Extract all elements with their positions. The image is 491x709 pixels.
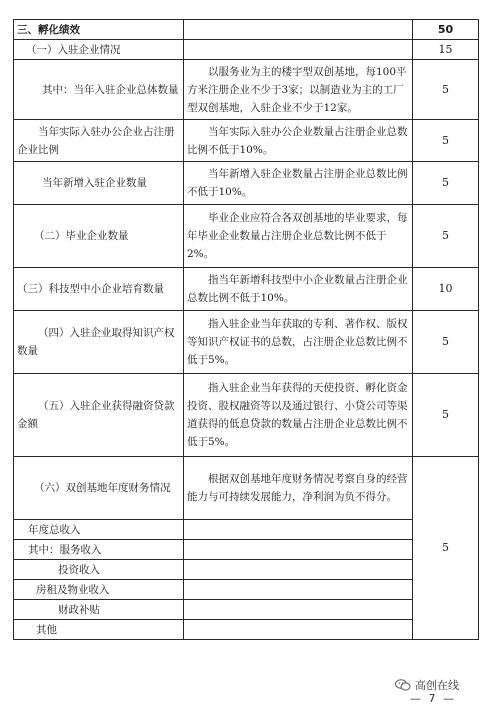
- finance-value: [184, 540, 413, 560]
- row-score: 15: [413, 40, 479, 60]
- row-score: 5: [413, 374, 479, 457]
- row-desc: 指入驻企业当年获得的天使投资、孵化资金投资、股权融资等以及通过银行、小贷公司等渠道获得的低息贷款的数量占注册企业总数比例不低于5%。: [184, 374, 413, 457]
- finance-row: [14, 520, 479, 540]
- row-name: （一）入驻企业情况: [14, 40, 184, 60]
- row-desc: [184, 40, 413, 60]
- row-desc: 根据双创基地年度财务情况考察自身的经营能力与可持续发展能力，净利润为负不得分。: [184, 457, 413, 520]
- row-score: 5: [413, 162, 479, 205]
- row-score: 5: [413, 205, 479, 268]
- row-score: 5: [413, 120, 479, 162]
- watermark: [395, 677, 459, 693]
- finance-value: [184, 560, 413, 580]
- table-row: [14, 40, 479, 60]
- finance-row: [14, 620, 479, 640]
- row-name: 当年实际入驻办公企业占注册企业比例: [14, 120, 184, 162]
- row-name: 当年新增入驻企业数量: [14, 162, 184, 205]
- finance-row: [14, 560, 479, 580]
- row-score: 5: [413, 457, 479, 640]
- section-desc-cell: [184, 20, 413, 40]
- evaluation-table: [13, 19, 479, 640]
- row-desc: 指入驻企业当年获取的专利、著作权、版权等知识产权证书的总数，占注册企业总数比例不低于5%。: [184, 311, 413, 374]
- row-desc: 当年新增入驻企业数量占注册企业总数比例不低于10%。: [184, 162, 413, 205]
- row-name: 其中：当年入驻企业总体数量: [14, 60, 184, 120]
- finance-item: 房租及物业收入: [14, 580, 184, 600]
- finance-row: [14, 540, 479, 560]
- row-score: 5: [413, 311, 479, 374]
- finance-value: [184, 580, 413, 600]
- finance-item: 其他: [14, 620, 184, 640]
- finance-value: [184, 600, 413, 620]
- table-row: [14, 205, 479, 268]
- finance-row: [14, 580, 479, 600]
- finance-item: 财政补贴: [14, 600, 184, 620]
- table-row: [14, 374, 479, 457]
- table-row: [14, 60, 479, 120]
- finance-item: 年度总收入: [14, 520, 184, 540]
- row-name: （六）双创基地年度财务情况: [14, 457, 184, 520]
- row-desc: 以服务业为主的楼宇型双创基地，每100平方米注册企业不少于3家；以制造业为主的工厂型双创基地，入驻企业不少于12家。: [184, 60, 413, 120]
- table-row: [14, 162, 479, 205]
- watermark-text: 高创在线: [415, 679, 459, 692]
- table-row: [14, 457, 479, 520]
- finance-value: [184, 520, 413, 540]
- section-title: 三、孵化绩效: [14, 20, 184, 40]
- row-score: 10: [413, 268, 479, 311]
- row-name: （二）毕业企业数量: [14, 205, 184, 268]
- wechat-icon: [395, 679, 411, 691]
- finance-value: [184, 620, 413, 640]
- finance-item: 其中：服务收入: [14, 540, 184, 560]
- section-header-row: [14, 20, 479, 40]
- row-desc: 毕业企业应符合各双创基地的毕业要求，每年毕业企业数量占注册企业总数比例不低于2%。: [184, 205, 413, 268]
- finance-row: [14, 600, 479, 620]
- finance-item: 投资收入: [14, 560, 184, 580]
- row-score: 5: [413, 60, 479, 120]
- row-desc: 当年实际入驻办公企业数量占注册企业总数比例不低于10%。: [184, 120, 413, 162]
- table-row: [14, 268, 479, 311]
- row-name: （五）入驻企业获得融资贷款金额: [14, 374, 184, 457]
- table-row: [14, 120, 479, 162]
- table-row: [14, 311, 479, 374]
- row-name: （三）科技型中小企业培育数量: [14, 268, 184, 311]
- page-number: — 7 —: [410, 692, 456, 705]
- row-desc: 指当年新增科技型中小企业数量占注册企业总数比例不低于10%。: [184, 268, 413, 311]
- section-score: 50: [413, 20, 479, 40]
- row-name: （四）入驻企业取得知识产权数量: [14, 311, 184, 374]
